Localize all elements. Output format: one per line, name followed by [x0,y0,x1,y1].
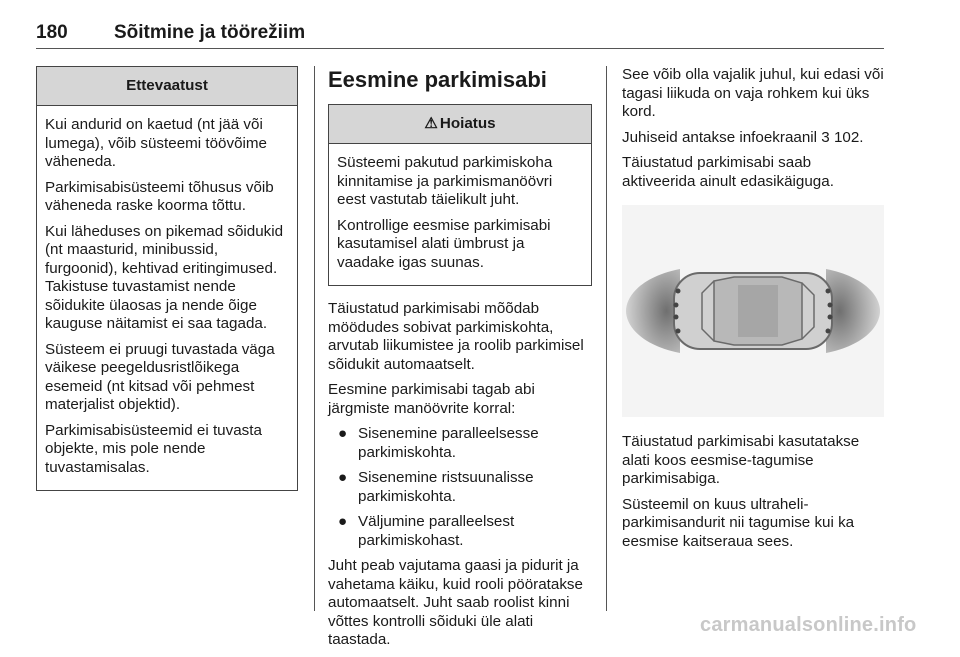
body-paragraph: Täiustatud parkimisabi kasutatakse alati koos eesmise-tagumise parkimisabiga. [622,433,860,487]
caution-paragraph: Kui läheduses on pikemad sõidukid (nt maasturid, minibussid, furgoonid), kehtivad eritingimused. Takistuse tuvastamist nende sõidukite ülaosas ja nende õige kauguse näitamist ei saa tagada. [45,222,284,332]
caution-paragraph: Parkimisabisüsteemid ei tuvasta objekte, mis pole nende tuvastamisalas. [45,421,262,476]
column-divider-2 [606,66,607,611]
list-item: ● Väljumine paralleelsest parkimiskohast. [338,513,515,549]
bullet-icon: ● [338,425,348,442]
warning-box-title: Hoiatus [439,115,496,132]
watermark: carmanualsonline.info [700,614,917,636]
caution-box-title: Ettevaatust [37,67,297,106]
list-item: ● Sisenemine ristsuunalisse parkimiskohta. [338,469,534,505]
body-paragraph: Täiustatud parkimisabi mõõdab möödudes sobivat parkimiskohta, arvutab liikumistee ja roolib parkimisel sõidukit automaatselt. [328,300,584,373]
warning-paragraph: Süsteemi pakutud parkimiskoha kinnitamise ja parkimismanöövri eest vastutab täielikult juht. [337,154,553,208]
column-divider-1 [314,66,315,611]
page-reference[interactable]: 102. [833,128,864,146]
caution-paragraph: Süsteem ei pruugi tuvastada väga väikese peegeldusristlõikega esemeid (nt kitsad või pehmest materjalist objektid). [45,340,275,413]
parking-sensors-illustration [622,205,884,417]
maneuver-list [328,425,592,550]
car-top-view-image [622,205,884,417]
list-item: ● Sisenemine paralleelsesse parkimiskohta. [338,425,539,461]
column-right [622,66,884,558]
body-paragraph: Süsteemil on kuus ultraheli-parkimisandurit nii tagumise kui ka eesmise kaitseraua sees. [622,495,855,550]
caution-box-body [37,106,297,490]
warning-box-header [329,105,591,144]
bullet-icon: ● [338,513,348,530]
section-title: Eesmine parkimisabi [328,67,547,92]
chapter-title: Sõitmine ja töörežiim [114,22,306,43]
body-paragraph: Juht peab vajutama gaasi ja pidurit ja vahetama käiku, kuid rooli pööratakse automaatselt. Juht saab roolist kinni võttes kontrolli sõiduki üle alati taastada. [328,557,583,648]
body-paragraph: Eesmine parkimisabi tagab abi järgmiste manöövrite korral: [328,381,535,417]
body-paragraph: See võib olla vajalik juhul, kui edasi või tagasi liikuda on vaja rohkem kui üks kord. [622,66,884,120]
page-reference-icon: 3 [821,128,830,146]
body-paragraph: Juhiseid antakse infoekraanil 3 102. [622,128,864,146]
column-left [36,66,298,491]
caution-paragraph: Kui andurid on kaetud (nt jää või lumega), võib süsteemi töövõime väheneda. [45,116,268,170]
body-paragraph: Täiustatud parkimisabi saab aktiveerida ainult edasikäiguga. [622,154,834,190]
bullet-icon: ● [338,469,348,486]
column-middle [328,66,592,657]
warning-triangle-icon: ⚠ [424,115,438,132]
warning-box [328,104,592,286]
page-header [36,22,884,49]
caution-paragraph: Parkimisabisüsteemi tõhusus võib väheneda raske koorma tõttu. [45,178,274,214]
warning-box-body [329,144,591,285]
caution-box [36,66,298,491]
warning-paragraph: Kontrollige eesmise parkimisabi kasutamisel alati ümbrust ja vaadake igas suunas. [337,216,551,271]
page-number: 180 [36,22,68,43]
